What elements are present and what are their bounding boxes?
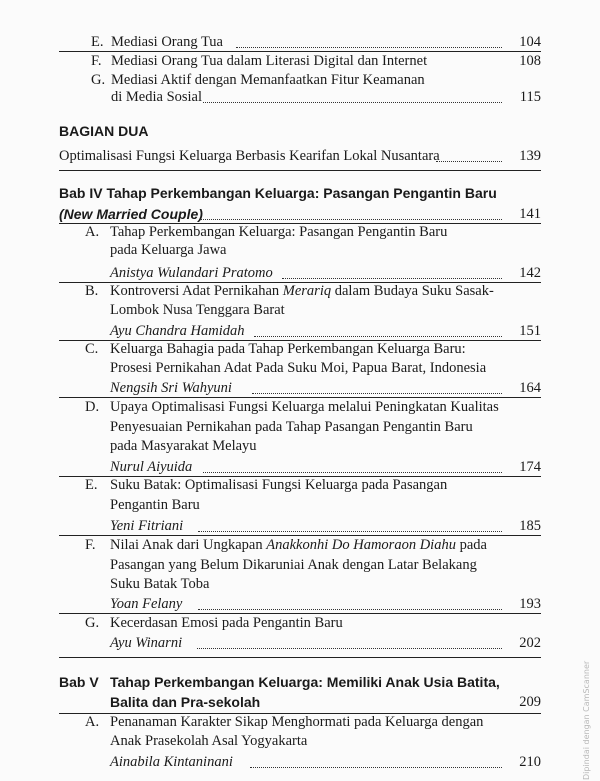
toc-entry-4f-line2[interactable] [0, 555, 600, 575]
entry-author: Yeni Fitriani [110, 518, 184, 534]
toc-entry-4b-line2[interactable] [0, 300, 600, 320]
scanner-watermark: Dipindai dengan CamScanner [582, 660, 591, 780]
toc-entry-4c-line1[interactable] [0, 339, 600, 359]
dot-leader [197, 648, 502, 649]
entry-title: Mediasi Orang Tua [111, 34, 223, 50]
entry-author: Anistya Wulandari Pratomo [110, 265, 273, 281]
toc-chapter-bab5-line1[interactable] [0, 672, 600, 692]
chapter-label: Bab V [59, 674, 99, 690]
toc-entry-4a-line1[interactable] [0, 222, 600, 242]
entry-letter: E. [91, 34, 104, 50]
chapter-title: Tahap Perkembangan Keluarga: Memiliki Anak Usia Batita, [110, 674, 500, 690]
entry-title-cont: Suku Batak Toba [110, 576, 210, 592]
dot-leader [200, 219, 502, 220]
entry-title: Suku Batak: Optimalisasi Fungsi Keluarga pada Pasangan [110, 477, 448, 493]
title-part: dalam Budaya Suku Sasak- [331, 283, 494, 299]
entry-letter: A. [85, 224, 100, 240]
entry-author: Yoan Felany [110, 596, 183, 612]
entry-title-cont: Pengantin Baru [110, 497, 200, 513]
entry-title-cont: pada Masyarakat Melayu [110, 438, 257, 454]
chapter-title: Bab IV Tahap Perkembangan Keluarga: Pasangan Pengantin Baru [59, 185, 497, 201]
dot-leader [282, 278, 502, 279]
entry-letter: F. [91, 53, 102, 69]
toc-chapter-bab5-line2[interactable] [0, 692, 600, 712]
toc-entry-5a-author[interactable] [0, 752, 600, 772]
title-part: Kontroversi Adat Pernikahan [110, 283, 283, 299]
page-number: 202 [519, 635, 541, 651]
toc-entry-4b-line1[interactable] [0, 281, 600, 301]
toc-entry-4d-line1[interactable] [0, 397, 600, 417]
toc-entry-4e-line1[interactable] [0, 475, 600, 495]
toc-entry-4a-line2[interactable] [0, 240, 600, 260]
entry-author: Ayu Winarni [110, 635, 183, 651]
page-number: 151 [519, 323, 541, 339]
toc-entry-4e-line2[interactable] [0, 495, 600, 515]
page-number: 164 [519, 380, 541, 396]
toc-entry-4g-author[interactable] [0, 633, 600, 653]
page-number: 104 [519, 34, 541, 50]
page-number: 193 [519, 596, 541, 612]
toc-entry-g-aktif-line2[interactable] [0, 87, 600, 107]
entry-title-cont: Pasangan yang Belum Dikaruniai Anak dengan Latar Belakang [110, 557, 477, 573]
dot-leader [250, 767, 502, 768]
toc-entry-4f-line1[interactable] [0, 535, 600, 555]
toc-entry-4c-line2[interactable] [0, 358, 600, 378]
entry-letter: G. [85, 615, 100, 631]
entry-title: Kecerdasan Emosi pada Pengantin Baru [110, 615, 343, 631]
title-part: pada [455, 537, 487, 553]
entry-title-cont: Lombok Nusa Tenggara Barat [110, 302, 285, 318]
toc-entry-4g-line1[interactable] [0, 613, 600, 633]
dot-leader [236, 47, 502, 48]
page-number: 209 [519, 694, 541, 710]
entry-title: Tahap Perkembangan Keluarga: Pasangan Pengantin Baru [110, 224, 448, 240]
entry-title [110, 281, 494, 301]
entry-title [110, 535, 487, 555]
entry-author: Ayu Chandra Hamidah [110, 323, 245, 339]
entry-title-cont: Penyesuaian Pernikahan pada Tahap Pasangan Pengantin Baru [110, 419, 473, 435]
entry-title-cont: Prosesi Pernikahan Adat Pada Suku Moi, Papua Barat, Indonesia [110, 360, 487, 376]
entry-author: Ainabila Kintaninani [110, 754, 233, 770]
entry-letter: E. [85, 477, 98, 493]
page-number: 185 [519, 518, 541, 534]
title-part-italic: Anakkonhi Do Hamoraon Diahu [266, 537, 456, 553]
entry-title: Mediasi Aktif dengan Memanfaatkan Fitur Keamanan [111, 72, 425, 88]
page-number: 141 [519, 206, 541, 222]
section-rule [59, 657, 541, 658]
entry-title: Mediasi Orang Tua dalam Literasi Digital dan Internet [111, 53, 428, 69]
page-number: 142 [519, 265, 541, 281]
dot-leader [254, 336, 502, 337]
toc-entry-4b-author[interactable] [0, 321, 600, 341]
toc-entry-f-literasi[interactable] [0, 51, 600, 71]
page-number: 115 [519, 89, 541, 105]
page-number: 108 [519, 53, 541, 69]
dot-leader [198, 609, 502, 610]
entry-letter: B. [85, 283, 99, 299]
dot-leader [198, 531, 502, 532]
title-part: Nilai Anak dari Ungkapan [110, 537, 267, 553]
entry-letter: A. [85, 714, 100, 730]
bagian-dua-heading [0, 121, 600, 141]
toc-entry-e-mediasi[interactable] [0, 32, 600, 52]
entry-title: Keluarga Bahagia pada Tahap Perkembangan Keluarga Baru: [110, 341, 466, 357]
toc-entry-4f-author[interactable] [0, 594, 600, 614]
section-rule [59, 170, 541, 171]
dot-leader [436, 161, 502, 162]
entry-author: Nurul Aiyuida [110, 459, 193, 475]
dot-leader [203, 472, 502, 473]
toc-entry-4c-author[interactable] [0, 378, 600, 398]
toc-chapter-bab4-line1[interactable] [0, 183, 600, 203]
toc-entry-4d-line2[interactable] [0, 417, 600, 437]
entry-letter: C. [85, 341, 99, 357]
toc-chapter-bab4-line2[interactable] [0, 204, 600, 224]
toc-entry-4f-line3[interactable] [0, 574, 600, 594]
chapter-subtitle: (New Married Couple) [59, 206, 203, 222]
page-number: 210 [519, 754, 541, 770]
entry-title: Optimalisasi Fungsi Keluarga Berbasis Kearifan Lokal Nusantara [59, 148, 440, 164]
toc-entry-bagian-dua[interactable] [0, 146, 600, 166]
entry-title: Penanaman Karakter Sikap Menghormati pada Keluarga dengan [110, 714, 484, 730]
toc-entry-5a-line1[interactable] [0, 712, 600, 732]
entry-title-cont: Anak Prasekolah Asal Yogyakarta [110, 733, 308, 749]
toc-entry-4d-author[interactable] [0, 457, 600, 477]
entry-letter: D. [85, 399, 100, 415]
page-number: 139 [519, 148, 541, 164]
toc-entry-4d-line3[interactable] [0, 436, 600, 456]
entry-title-cont: pada Keluarga Jawa [110, 242, 227, 258]
chapter-title-cont: Balita dan Pra-sekolah [110, 694, 261, 710]
toc-entry-4a-author[interactable] [0, 263, 600, 283]
entry-letter: G. [91, 72, 106, 88]
entry-author: Nengsih Sri Wahyuni [110, 380, 232, 396]
entry-letter: F. [85, 537, 96, 553]
toc-entry-4e-author[interactable] [0, 516, 600, 536]
dot-leader [252, 393, 502, 394]
entry-title: Upaya Optimalisasi Fungsi Keluarga melalui Peningkatan Kualitas [110, 399, 499, 415]
title-part-italic: Merariq [282, 283, 332, 299]
entry-title-cont: di Media Sosial [111, 89, 203, 105]
part-heading: BAGIAN DUA [59, 123, 149, 139]
dot-leader [203, 102, 502, 103]
toc-entry-5a-line2[interactable] [0, 731, 600, 751]
page-number: 174 [519, 459, 541, 475]
